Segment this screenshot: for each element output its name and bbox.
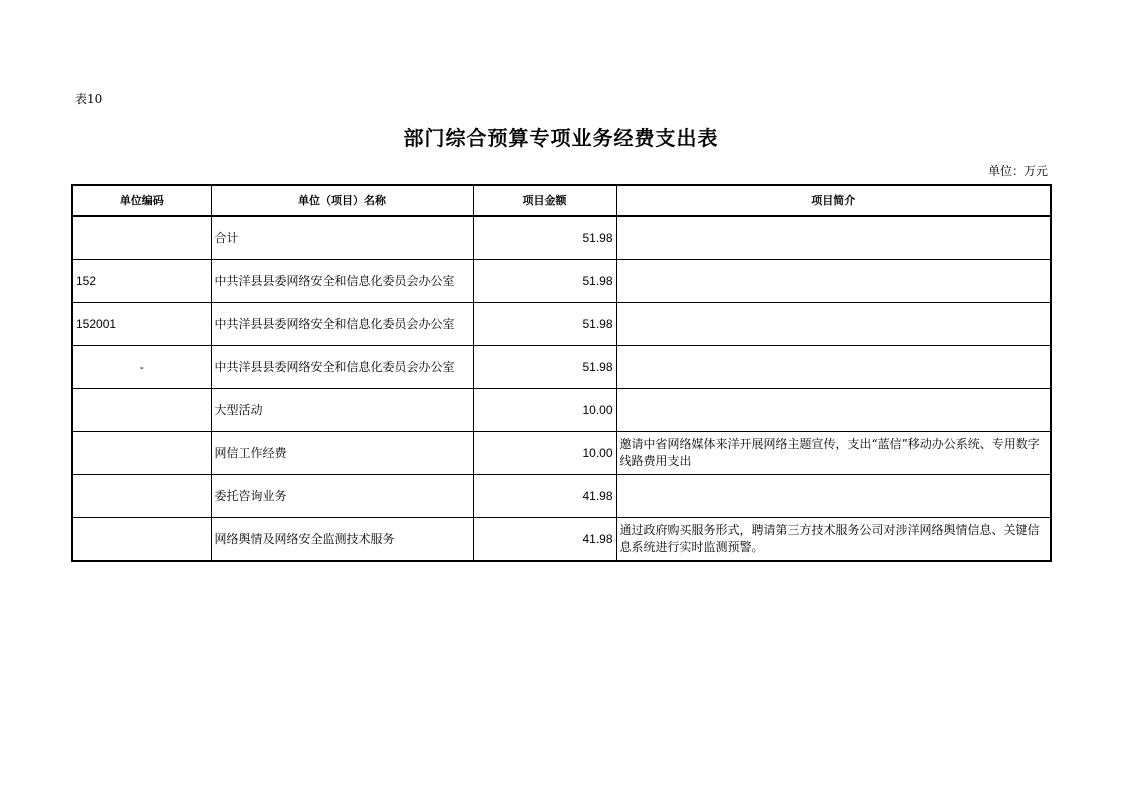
row-amount: 10.00 <box>473 432 616 475</box>
row-amount: 51.98 <box>473 346 616 389</box>
row-amount: 10.00 <box>473 389 616 432</box>
unit-label: 单位：万元 <box>987 164 1048 178</box>
row-name: 网信工作经费 <box>211 432 473 475</box>
row-amount: 51.98 <box>473 216 616 260</box>
row-name: 中共洋县县委网络安全和信息化委员会办公室 <box>211 260 473 303</box>
row-code <box>72 475 211 518</box>
row-code <box>72 432 211 475</box>
row-name: 中共洋县县委网络安全和信息化委员会办公室 <box>211 303 473 346</box>
row-amount: 51.98 <box>473 260 616 303</box>
row-description: 通过政府购买服务形式，聘请第三方技术服务公司对涉洋网络舆情信息、关键信息系统进行实时监测预警。 <box>616 518 1051 562</box>
table-row <box>72 518 1051 562</box>
row-code: 152001 <box>72 303 211 346</box>
row-code: 152 <box>72 260 211 303</box>
row-code <box>72 216 211 260</box>
row-amount: 41.98 <box>473 518 616 562</box>
row-description <box>616 303 1051 346</box>
row-amount: 41.98 <box>473 475 616 518</box>
row-description <box>616 216 1051 260</box>
row-code: - <box>72 346 211 389</box>
row-name: 委托咨询业务 <box>211 475 473 518</box>
row-name: 网络舆情及网络安全监测技术服务 <box>211 518 473 562</box>
expenditure-table <box>71 184 1052 562</box>
row-description <box>616 346 1051 389</box>
row-code <box>72 518 211 562</box>
table-row <box>72 303 1051 346</box>
header-name: 单位（项目）名称 <box>211 185 473 216</box>
row-description <box>616 389 1051 432</box>
row-name: 中共洋县县委网络安全和信息化委员会办公室 <box>211 346 473 389</box>
header-description: 项目简介 <box>616 185 1051 216</box>
table-row <box>72 260 1051 303</box>
page-title: 部门综合预算专项业务经费支出表 <box>403 126 719 150</box>
row-description <box>616 475 1051 518</box>
table-row <box>72 475 1051 518</box>
row-name: 合计 <box>211 216 473 260</box>
header-amount: 项目金额 <box>473 185 616 216</box>
table-header-row <box>72 185 1051 216</box>
table-row <box>72 346 1051 389</box>
header-code: 单位编码 <box>72 185 211 216</box>
table-row <box>72 389 1051 432</box>
row-name: 大型活动 <box>211 389 473 432</box>
row-amount: 51.98 <box>473 303 616 346</box>
table-row <box>72 216 1051 260</box>
table-row <box>72 432 1051 475</box>
row-code <box>72 389 211 432</box>
row-description: 邀请中省网络媒体来洋开展网络主题宣传，支出“蓝信”移动办公系统、专用数字线路费用支出 <box>616 432 1051 475</box>
row-description <box>616 260 1051 303</box>
table-number-label: 表10 <box>75 92 103 106</box>
